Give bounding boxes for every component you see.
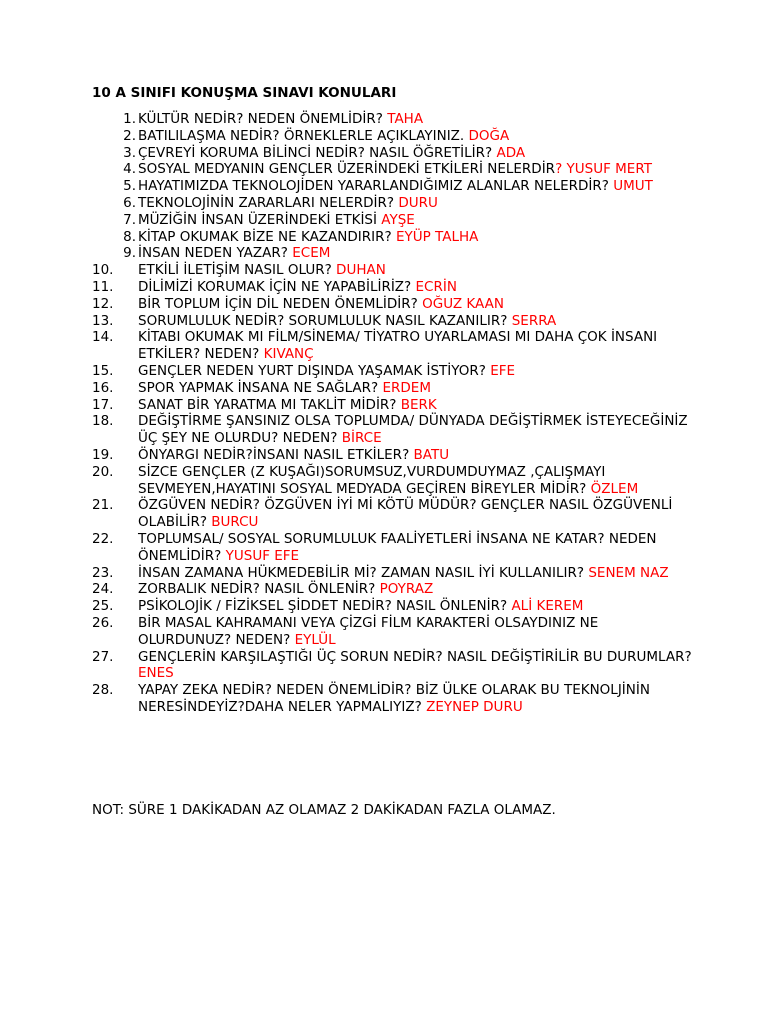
list-item (92, 262, 692, 279)
student-name: EFE (490, 362, 516, 379)
student-name: ENES (138, 665, 174, 682)
item-question: SOSYAL MEDYANIN GENÇLER ÜZERİNDEKİ ETKİLERİ NELERDİR (138, 161, 556, 178)
list-item (92, 128, 692, 145)
list-item (92, 363, 692, 380)
item-question: ÖNYARGI NEDİR?İNSANI NASIL ETKİLER? (138, 446, 414, 463)
item-question: TOPLUMSAL/ SOSYAL SORUMLULUK FAALİYETLERİ İNSANA NE KATAR? NEDEN ÖNEMLİDİR? (138, 530, 657, 564)
student-name: DUHAN (336, 262, 386, 279)
student-name: ERDEM (382, 379, 431, 396)
student-name: EYÜP TALHA (395, 228, 479, 245)
list-item (92, 464, 692, 498)
item-question: ÇEVREYİ KORUMA BİLİNCİ NEDİR? NASIL ÖĞRETİLİR? (138, 144, 497, 161)
list-item (92, 145, 692, 162)
item-number: 11. (92, 278, 114, 295)
item-question: GENÇLER NEDEN YURT DIŞINDA YAŞAMAK İSTİYOR? (138, 362, 491, 379)
student-name: ECEM (292, 245, 331, 262)
item-question: KİTABI OKUMAK MI FİLM/SİNEMA/ TİYATRO UYARLAMASI MI DAHA ÇOK İNSANI ETKİLER? NEDEN? (138, 329, 658, 363)
student-name: AYŞE (381, 211, 415, 228)
item-question: BİR MASAL KAHRAMANI VEYA ÇİZGİ FİLM KARAKTERİ OLSAYDINIZ NE OLURDUNUZ? NEDEN? (138, 614, 599, 648)
list-item (92, 598, 692, 615)
item-number: 6. (123, 194, 136, 211)
student-name: EYLÜL (294, 631, 336, 648)
item-number: 1. (123, 111, 136, 127)
document-title: 10 A SINIFI KONUŞMA SINAVI KONULARI (92, 85, 397, 101)
student-name: POYRAZ (379, 581, 434, 598)
item-number: 16. (92, 379, 114, 396)
item-number: 15. (92, 362, 114, 379)
list-item (92, 245, 692, 262)
item-question: ÖZGÜVEN NEDİR? ÖZGÜVEN İYİ Mİ KÖTÜ MÜDÜR? GENÇLER NASIL ÖZGÜVENLİ OLABİLİR? (138, 497, 673, 531)
list-item (92, 649, 692, 683)
student-name: KIVANÇ (263, 346, 314, 363)
list-item (92, 447, 692, 464)
item-number: 24. (92, 581, 114, 598)
item-question: İNSAN ZAMANA HÜKMEDEBİLİR Mİ? ZAMAN NASIL İYİ KULLANILIR? (138, 564, 589, 581)
item-question: ZORBALIK NEDİR? NASIL ÖNLENİR? (138, 581, 380, 598)
list-item (92, 229, 692, 246)
duration-note: NOT: SÜRE 1 DAKİKADAN AZ OLAMAZ 2 DAKİKADAN FAZLA OLAMAZ. (92, 802, 556, 818)
item-question: SİZCE GENÇLER (Z KUŞAĞI)SORUMSUZ,VURDUMDUYMAZ ,ÇALIŞMAYI SEVMEYEN,HAYATINI SOSYAL MEDYADA GEÇİREN BİREYLER MİDİR? (138, 463, 606, 497)
item-number: 8. (123, 228, 136, 245)
student-name: OĞUZ KAAN (422, 295, 504, 312)
student-name: ZEYNEP DURU (426, 698, 523, 715)
item-number: 20. (92, 463, 114, 480)
item-number: 25. (92, 598, 114, 615)
list-item (92, 581, 692, 598)
item-question: PSİKOLOJİK / FİZİKSEL ŞİDDET NEDİR? NASIL ÖNLENİR? (138, 598, 512, 615)
topic-list (92, 111, 692, 716)
item-question: BİR TOPLUM İÇİN DİL NEDEN ÖNEMLİDİR? (138, 295, 423, 312)
list-item (92, 212, 692, 229)
student-name: BERK (400, 396, 437, 413)
item-number: 28. (92, 682, 114, 699)
list-item (92, 397, 692, 414)
item-question: İNSAN NEDEN YAZAR? (138, 245, 293, 262)
item-number: 2. (123, 127, 136, 144)
item-number: 4. (123, 161, 136, 178)
item-question: YAPAY ZEKA NEDİR? NEDEN ÖNEMLİDİR? BİZ ÜLKE OLARAK BU TEKNOLJİNİN NERESİNDEYİZ?DAHA NELER YAPMALIYIZ? (138, 682, 650, 715)
item-question: SANAT BİR YARATMA MI TAKLİT MİDİR? (138, 396, 401, 413)
student-name: YUSUF EFE (225, 547, 300, 564)
list-item (92, 329, 692, 363)
item-question: KÜLTÜR NEDİR? NEDEN ÖNEMLİDİR? (138, 111, 388, 127)
item-number: 12. (92, 295, 114, 312)
list-item (92, 413, 692, 447)
list-item (92, 380, 692, 397)
item-number: 13. (92, 312, 114, 329)
item-number: 5. (123, 178, 136, 195)
student-name: BATU (413, 446, 450, 463)
list-item (92, 161, 692, 178)
item-question: BATILILAŞMA NEDİR? ÖRNEKLERLE AÇIKLAYINIZ. (138, 127, 469, 144)
student-name: ADA (496, 144, 526, 161)
student-name: SENEM NAZ (588, 564, 669, 581)
student-name: ECRİN (415, 278, 457, 295)
list-item (92, 195, 692, 212)
list-item (92, 615, 692, 649)
item-number: 10. (92, 262, 114, 279)
list-item (92, 565, 692, 582)
student-name: BURCU (211, 514, 259, 531)
item-question: DEĞİŞTİRME ŞANSINIZ OLSA TOPLUMDA/ DÜNYADA DEĞİŞTİRMEK İSTEYECEĞİNİZ ÜÇ ŞEY NE OLURDU? NEDEN? (138, 413, 688, 447)
item-question: ETKİLİ İLETİŞİM NASIL OLUR? (138, 262, 337, 279)
item-number: 23. (92, 564, 114, 581)
student-name: ÖZLEM (590, 480, 639, 497)
item-number: 21. (92, 497, 114, 514)
item-question: DİLİMİZİ KORUMAK İÇİN NE YAPABİLİRİZ? (138, 278, 416, 295)
item-number: 26. (92, 614, 114, 631)
item-question: GENÇLERİN KARŞILAŞTIĞI ÜÇ SORUN NEDİR? NASIL DEĞİŞTİRİLİR BU DURUMLAR? (138, 648, 692, 665)
list-item (92, 279, 692, 296)
list-item (92, 682, 692, 716)
item-number: 7. (123, 211, 136, 228)
item-question: TEKNOLOJİNİN ZARARLARI NELERDİR? (138, 194, 399, 211)
student-name: DOĞA (468, 127, 510, 144)
item-number: 3. (123, 144, 136, 161)
list-item (92, 531, 692, 565)
list-item (92, 111, 692, 128)
list-item (92, 313, 692, 330)
student-name: DURU (398, 194, 438, 211)
list-item (92, 178, 692, 195)
student-name: TAHA (387, 111, 424, 127)
item-number: 22. (92, 530, 114, 547)
item-question: MÜZİĞİN İNSAN ÜZERİNDEKİ ETKİSİ (138, 211, 382, 228)
student-name: BİRCE (341, 430, 382, 447)
student-name: SERRA (511, 312, 557, 329)
item-number: 18. (92, 413, 114, 430)
item-number: 14. (92, 329, 114, 346)
item-question: HAYATIMIZDA TEKNOLOJİDEN YARARLANDIĞIMIZ ALANLAR NELERDİR? (138, 178, 614, 195)
item-question: KİTAP OKUMAK BİZE NE KAZANDIRIR? (138, 228, 396, 245)
item-number: 27. (92, 648, 114, 665)
list-item (92, 296, 692, 313)
student-name: ? YUSUF MERT (555, 161, 652, 178)
item-question: SORUMLULUK NEDİR? SORUMLULUK NASIL KAZANILIR? (138, 312, 512, 329)
item-number: 9. (123, 245, 136, 262)
item-number: 19. (92, 446, 114, 463)
student-name: UMUT (613, 178, 653, 195)
item-number: 17. (92, 396, 114, 413)
item-question: SPOR YAPMAK İNSANA NE SAĞLAR? (138, 379, 383, 396)
list-item (92, 497, 692, 531)
student-name: ALİ KEREM (511, 598, 584, 615)
